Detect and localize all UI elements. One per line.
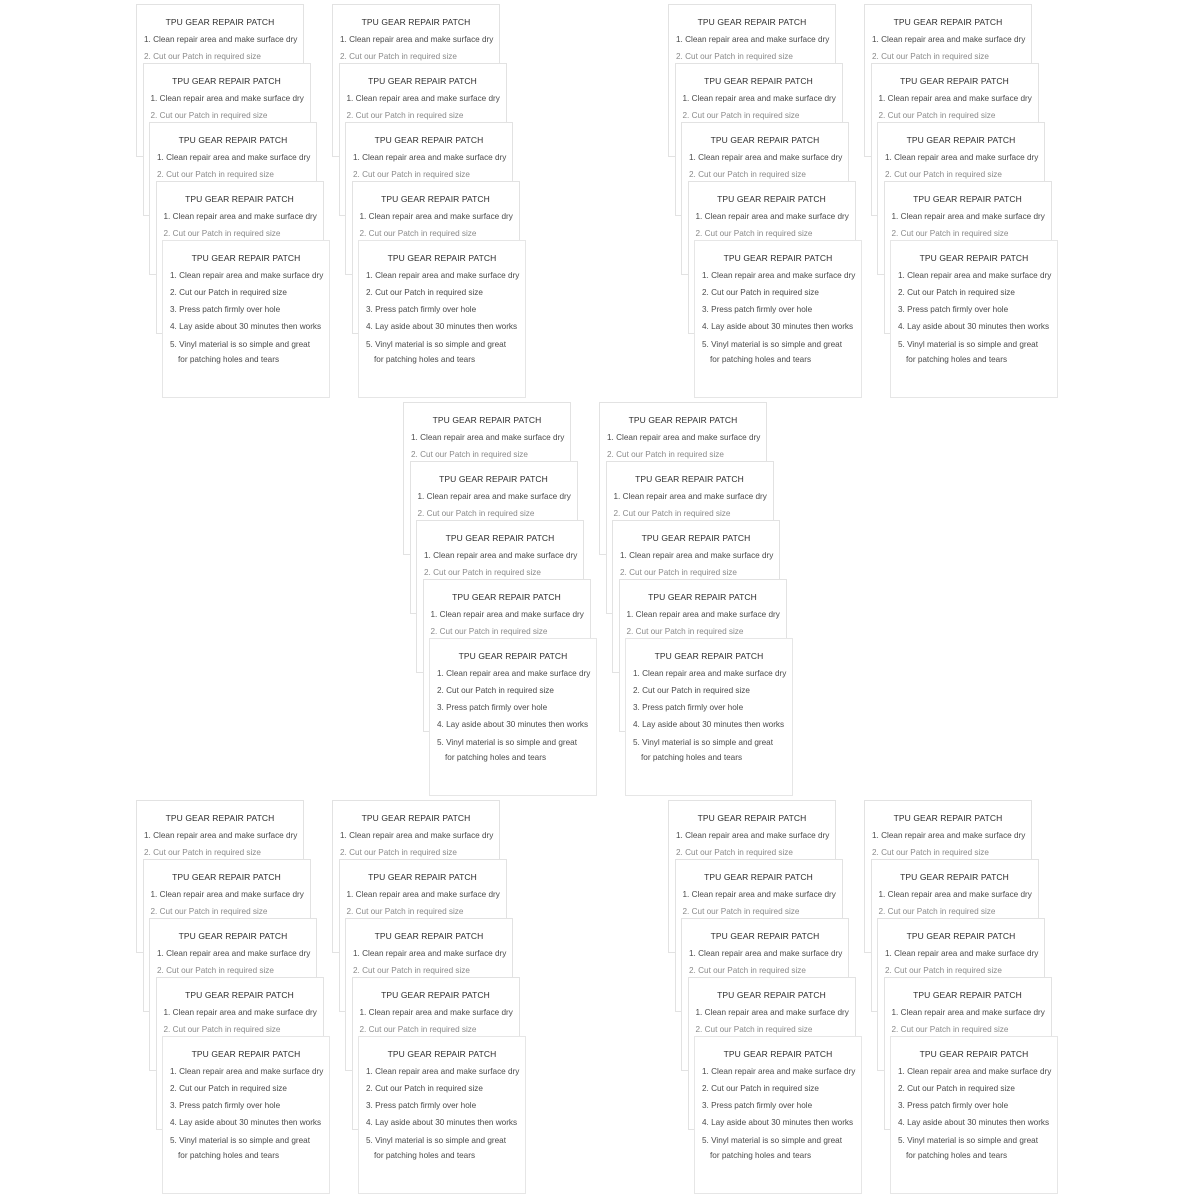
instruction-step: 2. Cut our Patch in required size [676,52,793,61]
instruction-step: for patching holes and tears [906,355,1008,364]
patch-title: TPU GEAR REPAIR PATCH [635,474,744,484]
instruction-step: 2. Cut our Patch in required size [170,288,287,297]
patch-title: TPU GEAR REPAIR PATCH [178,931,288,941]
instruction-step: 1. Clean repair area and make surface dry [682,94,836,103]
instruction-step: 1. Clean repair area and make surface dry [633,669,787,678]
instruction-step: 2. Cut our Patch in required size [340,52,457,61]
patch-title: TPU GEAR REPAIR PATCH [900,76,1009,86]
instruction-step: for patching holes and tears [906,1151,1008,1160]
instruction-step: 2. Cut our Patch in required size [613,509,731,518]
instruction-step: 2. Cut our Patch in required size [898,1084,1015,1093]
instruction-step: for patching holes and tears [178,355,280,364]
instruction-step: 1. Clean repair area and make surface dry [170,1067,324,1076]
instruction-step: 2. Cut our Patch in required size [898,288,1015,297]
patch-stack [668,4,868,404]
patch-title: TPU GEAR REPAIR PATCH [906,135,1016,145]
instruction-step: 1. Clean repair area and make surface dry [607,433,761,442]
instruction-step: 1. Clean repair area and make surface dry [689,153,843,162]
instruction-step: 4. Lay aside about 30 minutes then works [366,1118,518,1127]
instruction-step: 1. Clean repair area and make surface dry [872,35,1026,44]
instruction-step: 2. Cut our Patch in required size [157,966,274,975]
patch-title: TPU GEAR REPAIR PATCH [893,17,1003,27]
patch-title: TPU GEAR REPAIR PATCH [361,17,471,27]
patch-stack [332,4,532,404]
patch-card-front [694,1036,862,1194]
patch-title: TPU GEAR REPAIR PATCH [723,253,833,263]
instruction-step: 1. Clean repair area and make surface dry [150,94,304,103]
instruction-step: 2. Cut our Patch in required size [885,966,1002,975]
patch-title: TPU GEAR REPAIR PATCH [185,990,294,1000]
instruction-step: 1. Clean repair area and make surface dry [878,94,1032,103]
instruction-step: 2. Cut our Patch in required size [346,111,464,120]
patch-title: TPU GEAR REPAIR PATCH [697,813,807,823]
patch-title: TPU GEAR REPAIR PATCH [697,17,807,27]
instruction-step: 4. Lay aside about 30 minutes then works [170,322,322,331]
patch-title: TPU GEAR REPAIR PATCH [432,415,542,425]
patch-title: TPU GEAR REPAIR PATCH [172,872,281,882]
instruction-step: 2. Cut our Patch in required size [366,1084,483,1093]
instruction-step: 1. Clean repair area and make surface dry [353,949,507,958]
instruction-step: 1. Clean repair area and make surface dry [150,890,304,899]
instruction-step: 1. Clean repair area and make surface dry [695,1008,849,1017]
patch-card-front [694,240,862,398]
instruction-step: for patching holes and tears [178,1151,280,1160]
instruction-step: 4. Lay aside about 30 minutes then works [702,1118,854,1127]
patch-title: TPU GEAR REPAIR PATCH [387,1049,497,1059]
instruction-step: 2. Cut our Patch in required size [872,848,989,857]
patch-stack [332,800,532,1200]
instruction-step: 3. Press patch firmly over hole [366,305,477,314]
instruction-step: 4. Lay aside about 30 minutes then works [633,720,785,729]
instruction-step: 1. Clean repair area and make surface dry [872,831,1026,840]
instruction-step: 2. Cut our Patch in required size [430,627,548,636]
patch-card-front [358,1036,526,1194]
instruction-step: 1. Clean repair area and make surface dry [346,890,500,899]
instruction-step: 1. Clean repair area and make surface dry [157,949,311,958]
patch-title: TPU GEAR REPAIR PATCH [191,1049,301,1059]
instruction-step: 3. Press patch firmly over hole [437,703,548,712]
patch-stack [864,800,1064,1200]
instruction-step: 2. Cut our Patch in required size [676,848,793,857]
instruction-step: for patching holes and tears [445,753,547,762]
instruction-step: 3. Press patch firmly over hole [366,1101,477,1110]
patch-title: TPU GEAR REPAIR PATCH [361,813,471,823]
instruction-step: 1. Clean repair area and make surface dry [340,831,494,840]
patch-title: TPU GEAR REPAIR PATCH [704,872,813,882]
instruction-step: 1. Clean repair area and make surface dry [417,492,571,501]
instruction-step: 2. Cut our Patch in required size [359,1025,477,1034]
instruction-step: 2. Cut our Patch in required size [702,288,819,297]
instruction-step: 2. Cut our Patch in required size [340,848,457,857]
patch-title: TPU GEAR REPAIR PATCH [919,253,1029,263]
instruction-step: 2. Cut our Patch in required size [437,686,554,695]
patch-title: TPU GEAR REPAIR PATCH [919,1049,1029,1059]
instruction-step: 3. Press patch firmly over hole [702,305,813,314]
instruction-step: 3. Press patch firmly over hole [633,703,744,712]
instruction-step: for patching holes and tears [374,355,476,364]
patch-title: TPU GEAR REPAIR PATCH [191,253,301,263]
patch-title: TPU GEAR REPAIR PATCH [717,990,826,1000]
instruction-step: 1. Clean repair area and make surface dry [157,153,311,162]
instruction-step: 5. Vinyl material is so simple and great [437,738,578,747]
instruction-step: 1. Clean repair area and make surface dry [163,212,317,221]
instruction-step: 2. Cut our Patch in required size [891,1025,1009,1034]
patch-title: TPU GEAR REPAIR PATCH [717,194,826,204]
patch-title: TPU GEAR REPAIR PATCH [374,135,484,145]
instruction-step: 5. Vinyl material is so simple and great [702,340,843,349]
instruction-step: 2. Cut our Patch in required size [682,907,800,916]
instruction-step: 5. Vinyl material is so simple and great [366,1136,507,1145]
patch-card-front [162,1036,330,1194]
instruction-step: 2. Cut our Patch in required size [878,111,996,120]
instruction-step: 1. Clean repair area and make surface dry [366,1067,520,1076]
instruction-step: 4. Lay aside about 30 minutes then works [898,1118,1050,1127]
instruction-step: 2. Cut our Patch in required size [872,52,989,61]
instruction-step: 2. Cut our Patch in required size [682,111,800,120]
instruction-step: 4. Lay aside about 30 minutes then works [702,322,854,331]
patch-title: TPU GEAR REPAIR PATCH [458,651,568,661]
instruction-step: 2. Cut our Patch in required size [885,170,1002,179]
patch-stack [864,4,1064,404]
patch-title: TPU GEAR REPAIR PATCH [710,931,820,941]
instruction-step: 1. Clean repair area and make surface dry [891,212,1045,221]
instruction-step: 1. Clean repair area and make surface dry [898,1067,1052,1076]
patch-title: TPU GEAR REPAIR PATCH [710,135,820,145]
instruction-step: 1. Clean repair area and make surface dry [702,271,856,280]
instruction-step: 1. Clean repair area and make surface dry [689,949,843,958]
instruction-step: 5. Vinyl material is so simple and great [170,340,311,349]
instruction-step: 1. Clean repair area and make surface dry [885,949,1039,958]
instruction-step: 1. Clean repair area and make surface dry [144,35,298,44]
patch-title: TPU GEAR REPAIR PATCH [185,194,294,204]
instruction-step: 1. Clean repair area and make surface dry [170,271,324,280]
patch-title: TPU GEAR REPAIR PATCH [641,533,751,543]
patch-title: TPU GEAR REPAIR PATCH [913,194,1022,204]
patch-title: TPU GEAR REPAIR PATCH [628,415,738,425]
instruction-step: 2. Cut our Patch in required size [353,966,470,975]
instruction-step: 1. Clean repair area and make surface dry [411,433,565,442]
instruction-step: 5. Vinyl material is so simple and great [366,340,507,349]
instruction-step: 2. Cut our Patch in required size [366,288,483,297]
instruction-step: 2. Cut our Patch in required size [689,170,806,179]
instruction-step: 2. Cut our Patch in required size [633,686,750,695]
instruction-step: 1. Clean repair area and make surface dry [702,1067,856,1076]
instruction-step: 1. Clean repair area and make surface dry [898,271,1052,280]
instruction-step: 1. Clean repair area and make surface dry [430,610,584,619]
instruction-step: for patching holes and tears [641,753,743,762]
instruction-step: 4. Lay aside about 30 minutes then works [898,322,1050,331]
instruction-step: 2. Cut our Patch in required size [150,907,268,916]
instruction-step: 1. Clean repair area and make surface dry [437,669,591,678]
patch-title: TPU GEAR REPAIR PATCH [704,76,813,86]
instruction-step: 2. Cut our Patch in required size [607,450,724,459]
instruction-step: 2. Cut our Patch in required size [170,1084,287,1093]
instruction-step: 1. Clean repair area and make surface dry [682,890,836,899]
patch-title: TPU GEAR REPAIR PATCH [165,17,275,27]
patch-title: TPU GEAR REPAIR PATCH [900,872,1009,882]
instruction-step: 5. Vinyl material is so simple and great [702,1136,843,1145]
patch-title: TPU GEAR REPAIR PATCH [648,592,757,602]
instruction-step: 1. Clean repair area and make surface dry [163,1008,317,1017]
instruction-step: 2. Cut our Patch in required size [424,568,541,577]
instruction-step: 2. Cut our Patch in required size [163,1025,281,1034]
patch-title: TPU GEAR REPAIR PATCH [723,1049,833,1059]
patch-title: TPU GEAR REPAIR PATCH [906,931,1016,941]
instruction-step: 3. Press patch firmly over hole [170,1101,281,1110]
patch-title: TPU GEAR REPAIR PATCH [439,474,548,484]
patch-title: TPU GEAR REPAIR PATCH [368,872,477,882]
instruction-step: 2. Cut our Patch in required size [626,627,744,636]
instruction-step: 2. Cut our Patch in required size [702,1084,819,1093]
instruction-step: 3. Press patch firmly over hole [702,1101,813,1110]
instruction-step: 2. Cut our Patch in required size [695,229,813,238]
instruction-step: 4. Lay aside about 30 minutes then works [366,322,518,331]
instruction-step: 2. Cut our Patch in required size [620,568,737,577]
patch-stack [668,800,868,1200]
instruction-step: 1. Clean repair area and make surface dry [340,35,494,44]
patch-card-front [890,1036,1058,1194]
instruction-step: 4. Lay aside about 30 minutes then works [170,1118,322,1127]
instruction-step: 1. Clean repair area and make surface dry [359,212,513,221]
patch-title: TPU GEAR REPAIR PATCH [374,931,484,941]
instruction-step: 2. Cut our Patch in required size [417,509,535,518]
patch-stack [136,4,336,404]
instruction-step: 1. Clean repair area and make surface dry [891,1008,1045,1017]
patch-title: TPU GEAR REPAIR PATCH [913,990,1022,1000]
instruction-step: 2. Cut our Patch in required size [346,907,464,916]
instruction-step: 1. Clean repair area and make surface dry [620,551,774,560]
instruction-step: 1. Clean repair area and make surface dry [695,212,849,221]
instruction-step: 1. Clean repair area and make surface dry [359,1008,513,1017]
patch-title: TPU GEAR REPAIR PATCH [452,592,561,602]
patch-title: TPU GEAR REPAIR PATCH [654,651,764,661]
instruction-step: 1. Clean repair area and make surface dry [346,94,500,103]
patch-stack [136,800,336,1200]
instruction-step: 5. Vinyl material is so simple and great [633,738,774,747]
patch-card-front [358,240,526,398]
instruction-step: 2. Cut our Patch in required size [163,229,281,238]
instruction-step: 3. Press patch firmly over hole [898,1101,1009,1110]
patch-title: TPU GEAR REPAIR PATCH [178,135,288,145]
instruction-step: 1. Clean repair area and make surface dry [676,831,830,840]
instruction-step: 2. Cut our Patch in required size [353,170,470,179]
instruction-step: 2. Cut our Patch in required size [411,450,528,459]
instruction-step: 2. Cut our Patch in required size [144,848,261,857]
patch-card-front [429,638,597,796]
instruction-step: 5. Vinyl material is so simple and great [898,340,1039,349]
instruction-step: 1. Clean repair area and make surface dry [885,153,1039,162]
instruction-step: 5. Vinyl material is so simple and great [898,1136,1039,1145]
patch-title: TPU GEAR REPAIR PATCH [893,813,1003,823]
patch-title: TPU GEAR REPAIR PATCH [387,253,497,263]
instruction-step: 1. Clean repair area and make surface dry [353,153,507,162]
patch-card-front [890,240,1058,398]
instruction-step: 1. Clean repair area and make surface dry [144,831,298,840]
instruction-step: 3. Press patch firmly over hole [170,305,281,314]
instruction-step: 1. Clean repair area and make surface dry [878,890,1032,899]
patch-stack [599,402,799,802]
patch-title: TPU GEAR REPAIR PATCH [381,194,490,204]
instruction-step: 2. Cut our Patch in required size [878,907,996,916]
instruction-step: for patching holes and tears [710,355,812,364]
instruction-step: 2. Cut our Patch in required size [689,966,806,975]
instruction-step: 1. Clean repair area and make surface dry [613,492,767,501]
instruction-step: 5. Vinyl material is so simple and great [170,1136,311,1145]
patch-card-front [625,638,793,796]
patch-title: TPU GEAR REPAIR PATCH [445,533,555,543]
instruction-step: 3. Press patch firmly over hole [898,305,1009,314]
instruction-step: 1. Clean repair area and make surface dry [626,610,780,619]
instruction-step: 2. Cut our Patch in required size [359,229,477,238]
instruction-step: for patching holes and tears [374,1151,476,1160]
patch-title: TPU GEAR REPAIR PATCH [381,990,490,1000]
instruction-step: 2. Cut our Patch in required size [891,229,1009,238]
instruction-step: 2. Cut our Patch in required size [144,52,261,61]
instruction-step: 1. Clean repair area and make surface dry [366,271,520,280]
instruction-step: 1. Clean repair area and make surface dry [676,35,830,44]
patch-stack [403,402,603,802]
patch-title: TPU GEAR REPAIR PATCH [172,76,281,86]
instruction-step: 2. Cut our Patch in required size [157,170,274,179]
instruction-step: 4. Lay aside about 30 minutes then works [437,720,589,729]
instruction-step: 2. Cut our Patch in required size [150,111,268,120]
instruction-step: 1. Clean repair area and make surface dry [424,551,578,560]
patch-title: TPU GEAR REPAIR PATCH [165,813,275,823]
patch-title: TPU GEAR REPAIR PATCH [368,76,477,86]
instruction-step: 2. Cut our Patch in required size [695,1025,813,1034]
patch-card-front [162,240,330,398]
instruction-step: for patching holes and tears [710,1151,812,1160]
